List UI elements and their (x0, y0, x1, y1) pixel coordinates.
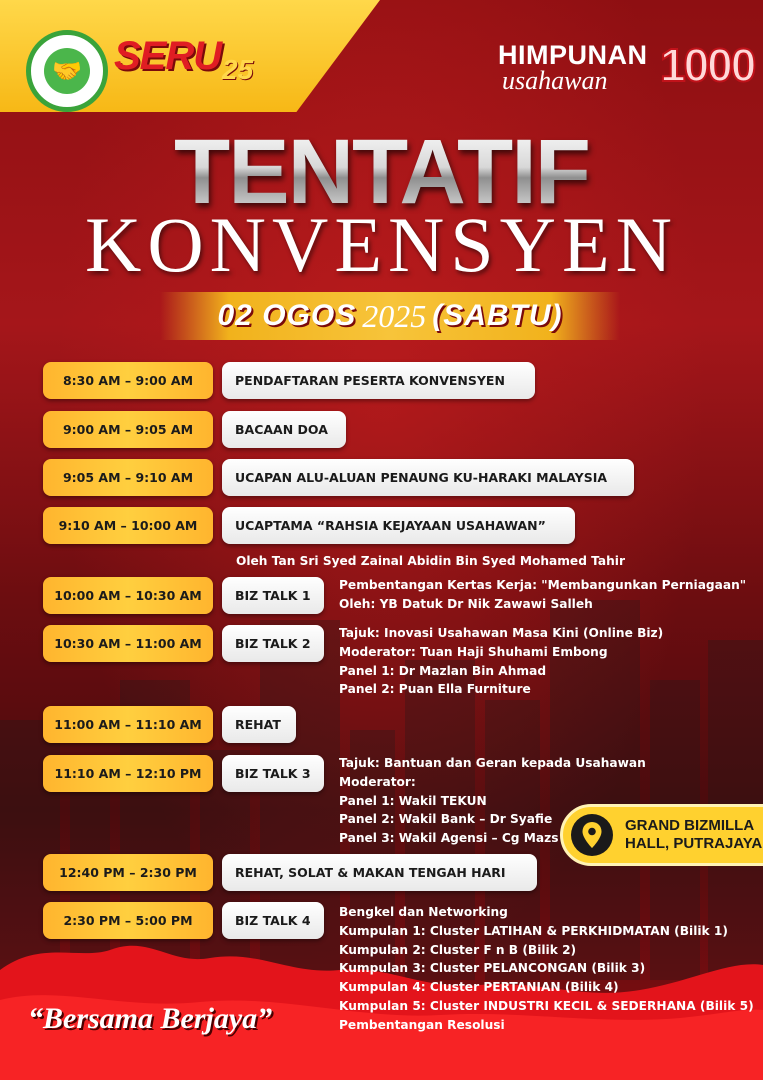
detail-line: Moderator: (339, 774, 416, 789)
detail-line: Tajuk: Bantuan dan Geran kepada Usahawan (339, 756, 646, 770)
detail-line: Panel 2: Puan Ella Furniture (339, 682, 531, 697)
activity-pill: PENDAFTARAN PESERTA KONVENSYEN (222, 362, 535, 399)
detail-line: Tajuk: Inovasi Usahawan Masa Kini (Online Biz) (339, 626, 664, 640)
time-pill: 12:40 PM – 2:30 PM (43, 854, 213, 891)
date-year: 2025 (362, 297, 427, 334)
detail-line: Panel 2: Wakil Bank – Dr Syafie (339, 812, 553, 827)
time-pill: 9:10 AM – 10:00 AM (43, 507, 213, 544)
count-1000: 1000 (660, 39, 755, 91)
title-konvensyen: KONVENSYEN (85, 201, 678, 288)
time-pill: 8:30 AM – 9:00 AM (43, 362, 213, 399)
time-pill: 2:30 PM – 5:00 PM (43, 902, 213, 939)
detail-line: Panel 3: Wakil Agensi – Cg Mazs (339, 831, 559, 846)
activity-pill: BIZ TALK 3 (222, 755, 324, 792)
detail-line: Kumpulan 2: Cluster F n B (Bilik 2) (339, 942, 577, 957)
handshake-icon: 🤝 (44, 48, 90, 94)
detail-line: Panel 1: Wakil TEKUN (339, 793, 487, 808)
detail-line: Oleh: YB Datuk Dr Nik Zawawi Salleh (339, 596, 593, 611)
detail-line: Oleh Tan Sri Syed Zainal Abidin Bin Syed Mohamed Tahir (236, 554, 625, 568)
activity-details (236, 552, 625, 571)
detail-line: Kumpulan 1: Cluster LATIHAN & PERKHIDMATAN (Bilik 1) (339, 923, 728, 938)
slogan: “Bersama Berjaya” (28, 1002, 273, 1035)
detail-line: Kumpulan 4: Cluster PERTANIAN (Bilik 4) (339, 980, 619, 995)
date-day-month: 02 OGOS (217, 299, 357, 332)
ku-haraki-logo (26, 30, 108, 112)
detail-line: Panel 1: Dr Mazlan Bin Ahmad (339, 663, 547, 678)
activity-pill: REHAT (222, 706, 296, 743)
venue-text (625, 817, 762, 853)
detail-line: Pembentangan Kertas Kerja: "Membangunkan Perniagaan" (339, 578, 747, 592)
location-pin-icon (581, 821, 603, 849)
detail-line: Moderator: Tuan Haji Shuhami Embong (339, 644, 608, 659)
seru-year: 25 (222, 54, 254, 85)
himpunan-label: HIMPUNAN (498, 40, 648, 70)
date-banner (160, 292, 620, 340)
location-pin-icon (571, 814, 613, 856)
venue-line-1: GRAND BIZMILLA (625, 817, 755, 834)
title-tentatif: TENTATIF (0, 120, 763, 225)
date-weekday: (SABTU) (432, 299, 563, 332)
activity-details (339, 576, 746, 614)
time-pill: 11:00 AM – 11:10 AM (43, 706, 213, 743)
activity-pill: BIZ TALK 4 (222, 902, 324, 939)
activity-details (339, 903, 754, 1035)
activity-pill: BACAAN DOA (222, 411, 346, 448)
activity-pill: BIZ TALK 1 (222, 577, 324, 614)
time-pill: 9:00 AM – 9:05 AM (43, 411, 213, 448)
seru-brand: SERU (114, 34, 222, 78)
venue-line-2: HALL, PUTRAJAYA (625, 835, 763, 852)
venue-badge (560, 804, 763, 866)
time-pill: 11:10 AM – 12:10 PM (43, 755, 213, 792)
activity-pill: BIZ TALK 2 (222, 625, 324, 662)
detail-line: Kumpulan 3: Cluster PELANCONGAN (Bilik 3) (339, 961, 646, 976)
detail-line: Pembentangan Resolusi (339, 1017, 505, 1032)
activity-pill: REHAT, SOLAT & MAKAN TENGAH HARI (222, 854, 537, 891)
activity-pill: UCAPAN ALU-ALUAN PENAUNG KU-HARAKI MALAYSIA (222, 459, 634, 496)
detail-line: Kumpulan 5: Cluster INDUSTRI KECIL & SEDERHANA (Bilik 5) (339, 998, 754, 1013)
activity-pill: UCAPTAMA “RAHSIA KEJAYAAN USAHAWAN” (222, 507, 575, 544)
usahawan-label: usahawan (502, 66, 608, 95)
time-pill: 10:30 AM – 11:00 AM (43, 625, 213, 662)
time-pill: 9:05 AM – 9:10 AM (43, 459, 213, 496)
activity-details (339, 624, 663, 699)
time-pill: 10:00 AM – 10:30 AM (43, 577, 213, 614)
detail-line: Bengkel dan Networking (339, 905, 508, 919)
